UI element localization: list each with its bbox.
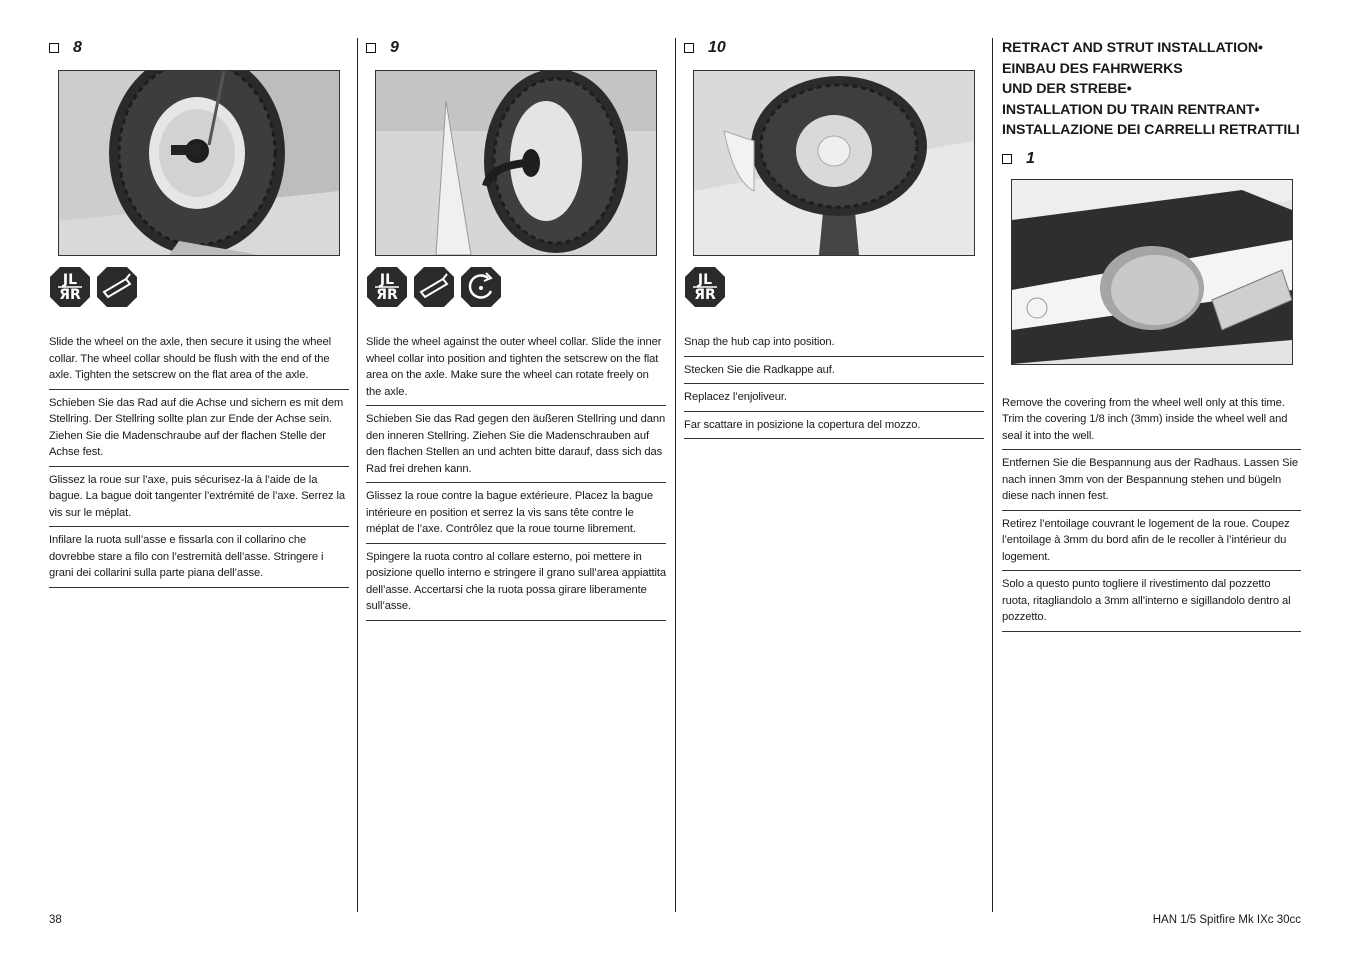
instruction-english: Snap the hub cap into position. (684, 330, 984, 357)
tool-icons (366, 266, 666, 312)
tool-icons (684, 266, 984, 312)
section-heading-line: UND DER STREBE• (1002, 81, 1132, 97)
section-heading-line: INSTALLAZIONE DEI CARRELLI RETRATTILI (1002, 122, 1300, 138)
instruction-italian: Infilare la ruota sull’asse e fissarla con il collarino che dovrebbe stare a filo con l’estremità dell’asse. Stringere i grani dei collarini sulla parte piana dell’asse. (49, 527, 349, 588)
instruction-italian: Spingere la ruota contro al collare esterno, poi mettere in posizione quello interno e stringere il grano sull’area appiattita dell’asse. Accertarsi che la ruota possa girare liberamente sull’asse. (366, 544, 666, 621)
step-10-instructions (684, 330, 984, 439)
step-10-photo (693, 70, 975, 256)
step-checkbox[interactable] (49, 43, 59, 53)
section-heading-line: RETRACT AND STRUT INSTALLATION• (1002, 40, 1263, 56)
step-10-header (684, 38, 984, 58)
step-checkbox[interactable] (1002, 154, 1012, 164)
step-number: 9 (390, 39, 399, 56)
step-8-instructions (49, 330, 349, 588)
svg-text:JL: JL (379, 272, 395, 288)
step-number: 8 (73, 39, 82, 56)
hex-wrench-icon (96, 266, 138, 308)
section-heading-line: INSTALLATION DU TRAIN RENTRANT• (1002, 101, 1260, 118)
retract-section-column (1002, 38, 1301, 632)
instruction-french: Glissez la roue contre la bague extérieure. Placez la bague intérieure en position et serrez la vis sans tête contre le méplat de l’axe. Contrôlez que la roue tourne librement. (366, 483, 666, 544)
page-number: 38 (49, 914, 62, 926)
svg-text:JL: JL (697, 272, 713, 288)
instruction-french: Retirez l’entoilage couvrant le logement de la roue. Coupez l’entoilage à 3mm du bord afin de le recoller à l’intérieur du logement. (1002, 511, 1301, 572)
instruction-german: Entfernen Sie die Bespannung aus der Radhaus. Lassen Sie nach innen 3mm von der Bespannung stehen und bügeln diese nach innen fest. (1002, 450, 1301, 511)
instruction-german: Stecken Sie die Radkappe auf. (684, 357, 984, 385)
column-divider (675, 38, 676, 912)
step-1-photo (1011, 179, 1293, 365)
svg-text:ЯR: ЯR (59, 287, 81, 303)
step-number: 10 (708, 39, 726, 56)
rotate-icon (460, 266, 502, 308)
section-heading-line: EINBAU DES FAHRWERKS (1002, 60, 1183, 77)
instruction-italian: Far scattare in posizione la copertura del mozzo. (684, 412, 984, 440)
step-8-header (49, 38, 349, 58)
step-number: 1 (1026, 149, 1035, 167)
setscrew-icon (366, 266, 408, 308)
svg-text:ЯR: ЯR (376, 287, 398, 303)
step-checkbox[interactable] (366, 43, 376, 53)
instruction-italian: Solo a questo punto togliere il rivestimento dal pozzetto ruota, ritagliandolo a 3mm all’interno e sigillandolo dentro al pozzetto. (1002, 571, 1301, 632)
tool-icons (49, 266, 349, 312)
step-checkbox[interactable] (684, 43, 694, 53)
instruction-french: Glissez la roue sur l’axe, puis sécurisez-la à l’aide de la bague. La bague doit tangenter l’extrémité de l’axe. Serrez la vis sur le méplat. (49, 467, 349, 528)
instruction-english: Remove the covering from the wheel well only at this time. Trim the covering 1/8 inch (3mm) inside the wheel well and seal it into the well. (1002, 391, 1301, 451)
step-9-header (366, 38, 666, 58)
step-10-column (684, 38, 984, 439)
step-9-photo (375, 70, 657, 256)
column-divider (992, 38, 993, 912)
instruction-english: Slide the wheel on the axle, then secure it using the wheel collar. The wheel collar should be flush with the end of the axle. Tighten the setscrew on the flat area of the axle. (49, 330, 349, 390)
instruction-english: Slide the wheel against the outer wheel collar. Slide the inner wheel collar into position and tighten the setscrew on the flat area on the axle. Make sure the wheel can rotate freely on the axle. (366, 330, 666, 406)
step-9-instructions (366, 330, 666, 621)
section-heading (1002, 38, 1301, 141)
instruction-german: Schieben Sie das Rad auf die Achse und sichern es mit dem Stellring. Der Stellring sollte plan zur Ende der Achse sein. Ziehen Sie die Madenschraube auf der flachen Stelle der Achse fest. (49, 390, 349, 467)
manual-title: HAN 1/5 Spitfire Mk IXc 30cc (1152, 914, 1301, 926)
setscrew-icon (684, 266, 726, 308)
step-8-photo (58, 70, 340, 256)
setscrew-icon (49, 266, 91, 308)
instruction-french: Replacez l’enjoliveur. (684, 384, 984, 412)
step-9-column (366, 38, 666, 621)
step-1-instructions (1002, 391, 1301, 632)
step-1-header (1002, 149, 1301, 169)
svg-text:JL: JL (62, 272, 78, 288)
step-8-column (49, 38, 349, 588)
instruction-german: Schieben Sie das Rad gegen den äußeren Stellring und dann den inneren Stellring. Ziehen Sie die Madenschrauben auf den flachen Stellen an und achten bitte darauf, dass sich das Rad frei drehen kann. (366, 406, 666, 483)
svg-text:ЯR: ЯR (694, 287, 716, 303)
column-divider (357, 38, 358, 912)
hex-wrench-icon (413, 266, 455, 308)
